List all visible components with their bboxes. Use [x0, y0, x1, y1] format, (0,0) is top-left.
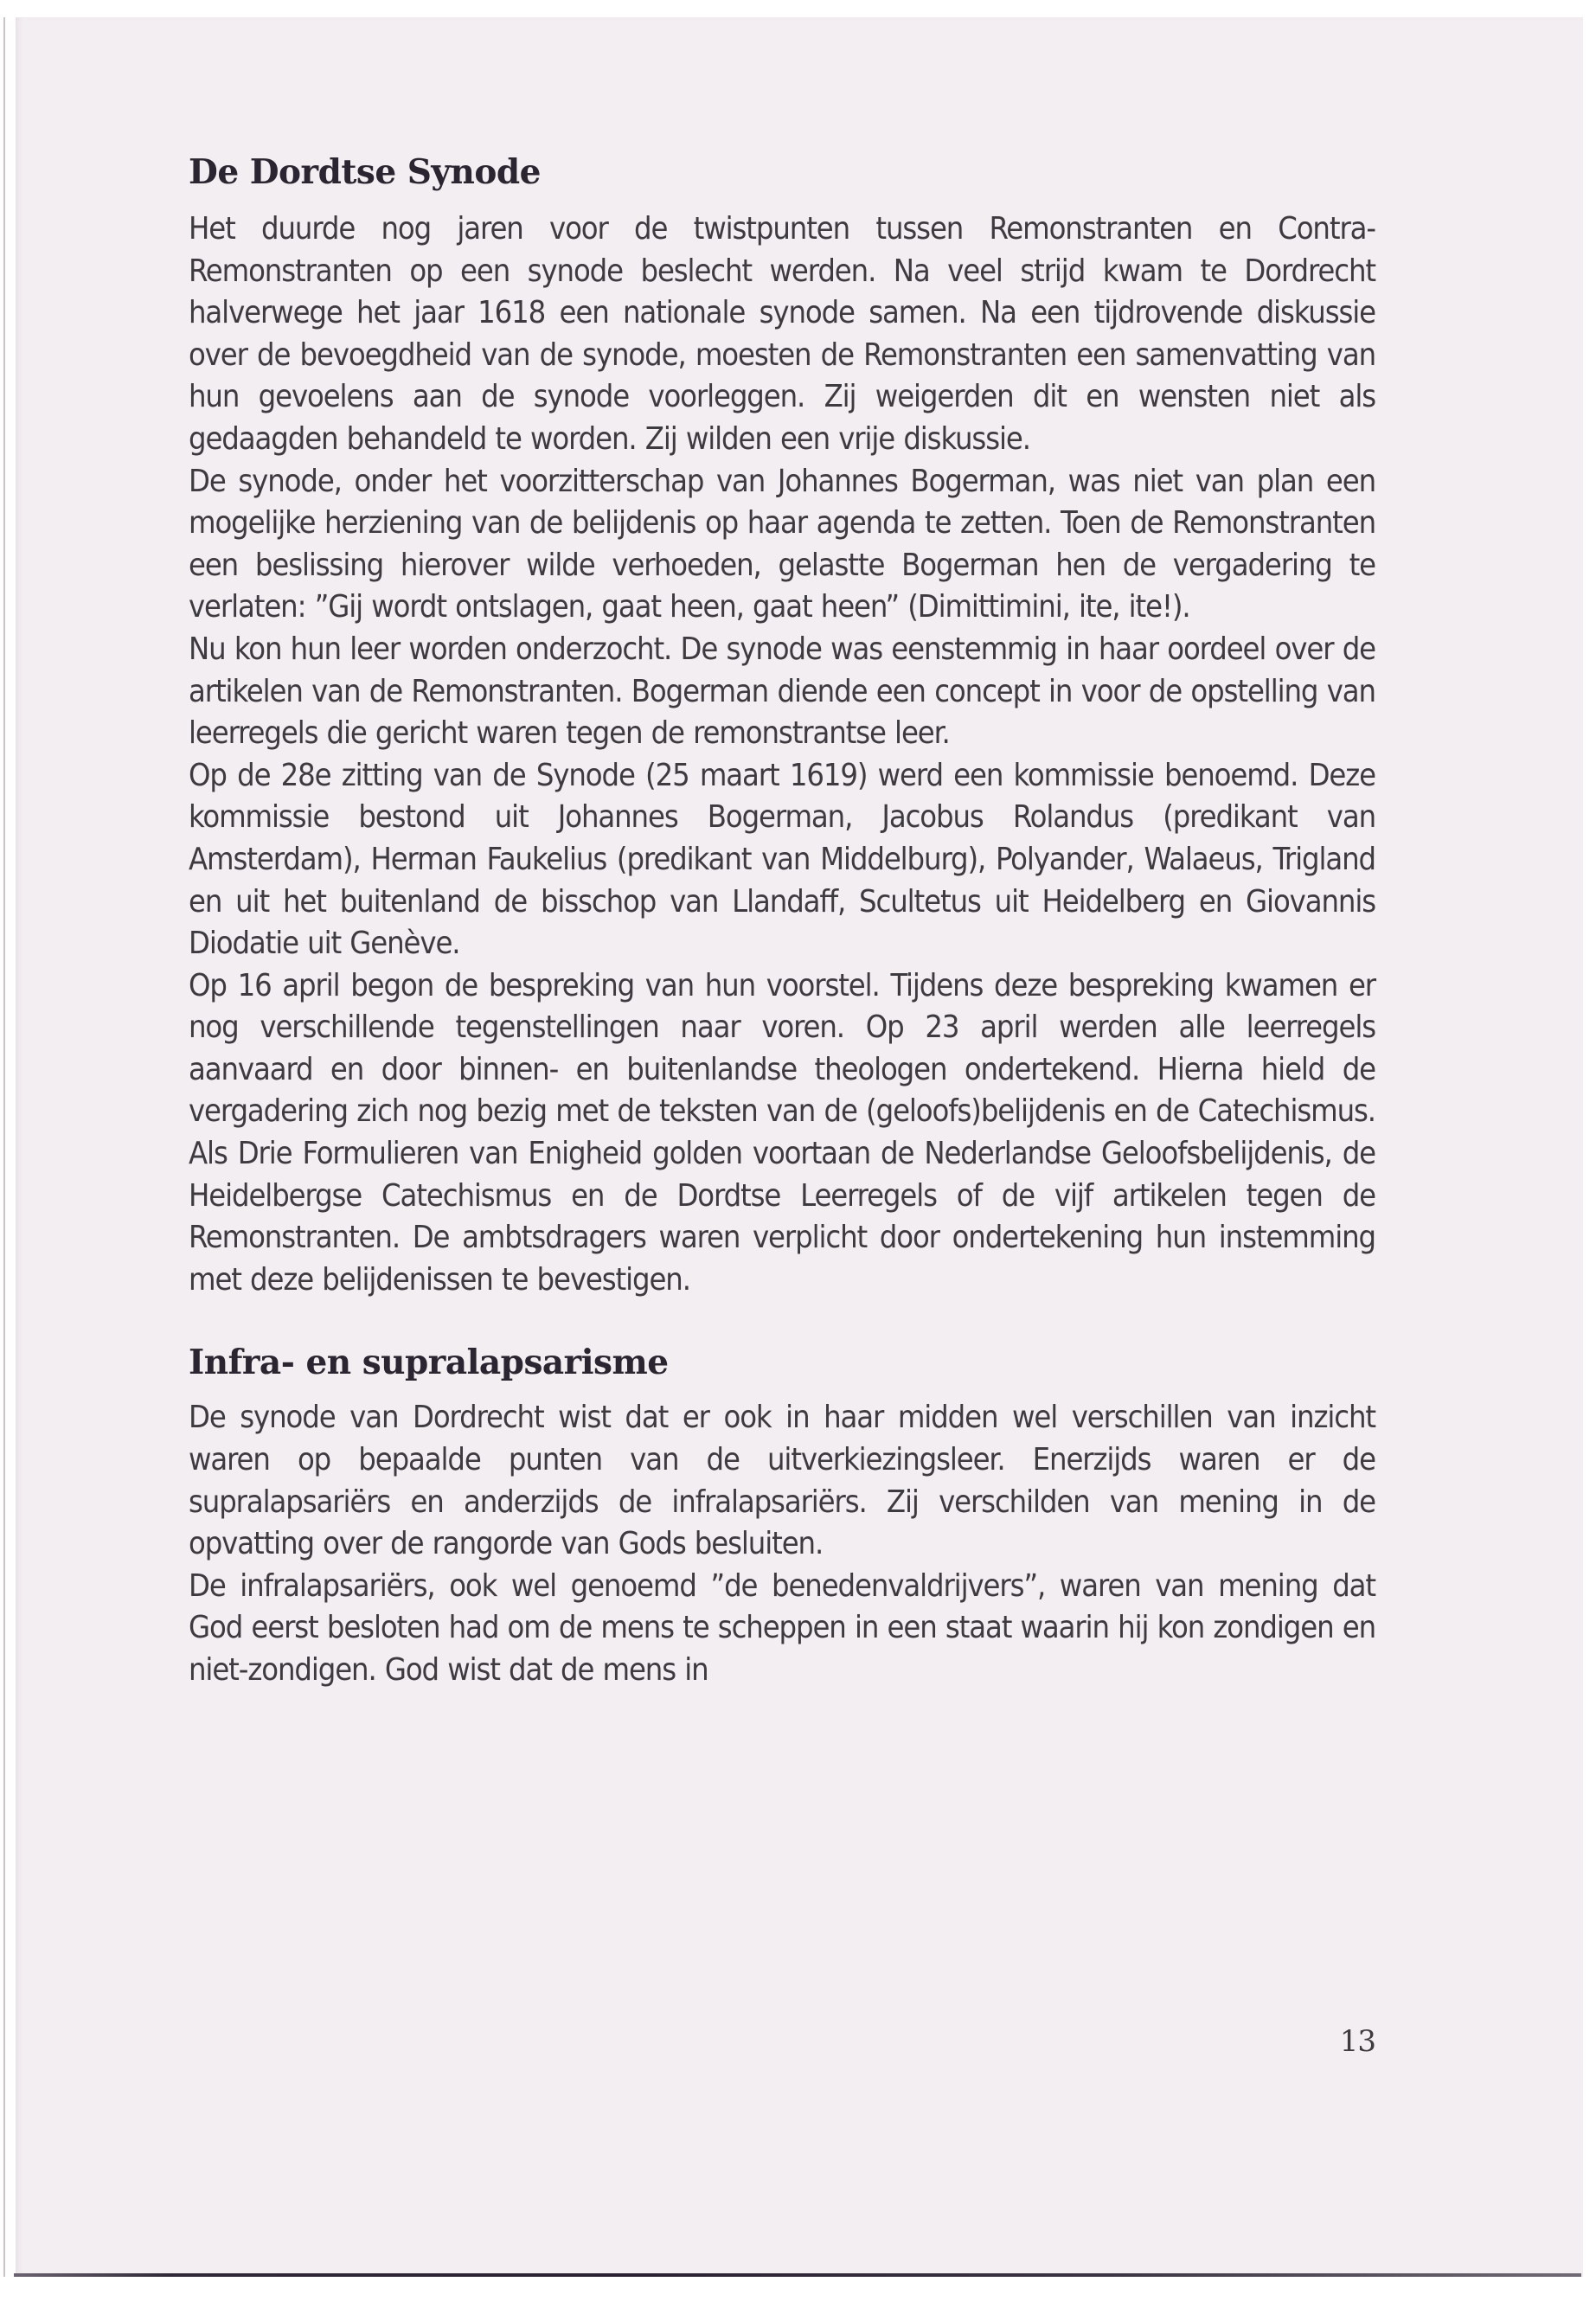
section-infra-supralapsarisme — [189, 1342, 1375, 1691]
paragraph: Op 16 april begon de bespreking van hun voorstel. Tijdens deze bespreking kwamen er nog verschillende tegenstellingen naar voren. Op 23 april werden alle leerregels aanvaard en door binnen- en buitenlandse theologen ondertekend. Hierna hield de vergadering zich nog bezig met de teksten van de (geloofs)belijdenis en de Catechismus. Als Drie Formulieren van Enigheid golden voortaan de Nederlandse Geloofsbelijdenis, de Heidelbergse Catechismus en de Dordtse Leerregels of de vijf artikelen tegen de Remonstranten. De ambtsdragers waren verplicht door ondertekening hun instemming met deze belijdenissen te bevestigen. — [189, 967, 1375, 1298]
paragraph: De infralapsariërs, ook wel genoemd ”de benedenvaldrijvers”, waren van mening dat God eerst besloten had om de mens te scheppen in een staat waarin hij kon zondigen en niet-zondigen. God wist dat de mens in — [189, 1567, 1375, 1688]
paragraph: Het duurde nog jaren voor de twistpunten tussen Remonstranten en Contra-Remonstranten op een synode beslecht werden. Na veel strijd kwam te Dordrecht halverwege het jaar 1618 een nationale synode samen. Na een tijdrovende diskussie over de bevoegdheid van de synode, moesten de Remonstranten een samenvatting van hun gevoelens aan de synode voorleggen. Zij weigerden dit en wensten niet als gedaagden behandeld te worden. Zij wilden een vrije diskussie. — [189, 211, 1375, 457]
page-bottom-edge — [14, 2273, 1581, 2277]
page-number: 13 — [1339, 2024, 1375, 2059]
page-content — [189, 151, 1375, 1692]
page-left-edge — [3, 17, 5, 2277]
paragraph: Op de 28e zitting van de Synode (25 maart 1619) werd een kommissie benoemd. Deze kommissie bestond uit Johannes Bogerman, Jacobus Rolandus (predikant van Amsterdam), Herman Faukelius (predikant van Middelburg), Polyander, Walaeus, Trigland en uit het buitenland de bisschop van Llandaff, Scultetus uit Heidelberg en Giovannis Diodatie uit Genève. — [189, 757, 1375, 962]
section-dordtse-synode — [189, 151, 1375, 1301]
paragraph: De synode van Dordrecht wist dat er ook in haar midden wel verschillen van inzicht waren op bepaalde punten van de uitverkiezingsleer. Enerzijds waren er de supralapsariërs en anderzijds de infralapsariërs. Zij verschilden van mening in de opvatting over de rangorde van Gods besluiten. — [189, 1400, 1375, 1562]
section-heading: Infra- en supralapsarisme — [189, 1343, 669, 1383]
section-heading: De Dordtse Synode — [189, 152, 541, 192]
paragraph: De synode, onder het voorzitterschap van Johannes Bogerman, was niet van plan een mogelijke herziening van de belijdenis op haar agenda te zetten. Toen de Remonstranten een beslissing hierover wilde verhoeden, gelastte Bogerman hen de vergadering te verlaten: ”Gij wordt ontslagen, gaat heen, gaat heen” (Dimittimini, ite, ite!). — [189, 463, 1375, 625]
paragraph: Nu kon hun leer worden onderzocht. De synode was eenstemmig in haar oordeel over de artikelen van de Remonstranten. Bogerman diende een concept in voor de opstelling van leerregels die gericht waren tegen de remonstrantse leer. — [189, 631, 1375, 752]
